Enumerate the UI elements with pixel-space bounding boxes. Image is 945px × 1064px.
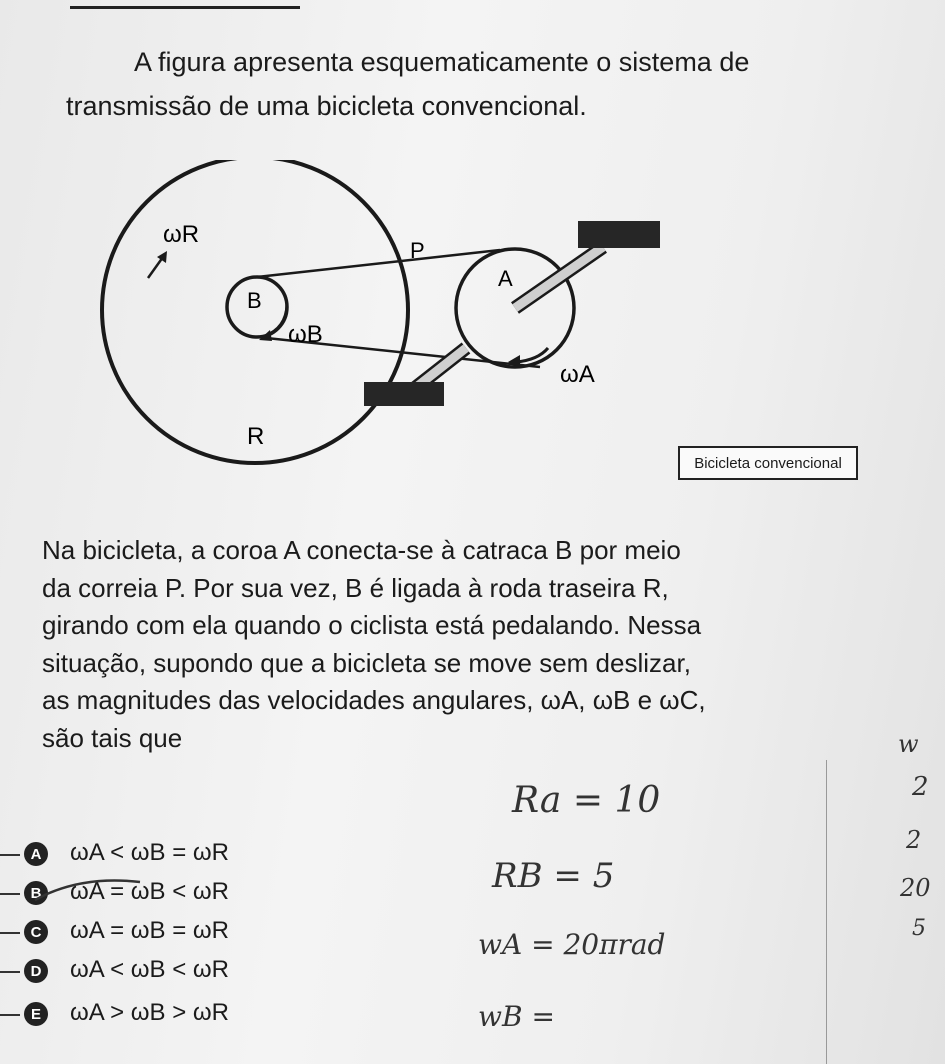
option-d-text: ωA < ωB < ωR xyxy=(70,956,229,983)
option-c-letter: C xyxy=(24,920,48,944)
handwriting-margin-w: w xyxy=(898,730,919,758)
option-d-dash xyxy=(0,971,20,973)
handwriting-margin-2b: 2 xyxy=(906,826,922,854)
question-line-6: são tais que xyxy=(42,722,183,753)
handwriting-rb: RB = 5 xyxy=(492,856,615,896)
question-line-2: da correia P. Por sua vez, B é ligada à roda traseira R, xyxy=(42,572,669,603)
label-b: B xyxy=(247,288,262,313)
label-omega-a: ωA xyxy=(560,361,595,388)
option-b-letter: B xyxy=(24,881,48,905)
option-e-dash xyxy=(0,1014,20,1016)
option-b-text: ωA = ωB < ωR xyxy=(70,878,229,905)
option-c-dash xyxy=(0,932,20,934)
option-a-dash xyxy=(0,854,20,856)
option-b-dash xyxy=(0,893,20,895)
handwriting-ra: Ra = 10 xyxy=(512,780,661,821)
label-omega-b: ωB xyxy=(288,321,323,348)
option-a-letter: A xyxy=(24,842,48,866)
omega-r-arrow xyxy=(148,257,163,278)
intro-line-1: A figura apresenta esquematicamente o sistema de xyxy=(134,47,750,77)
page-edge-line xyxy=(826,760,827,1064)
belt-p-upper xyxy=(257,250,500,277)
question-line-4: situação, supondo que a bicicleta se move sem deslizar, xyxy=(42,647,691,678)
omega-b-arrow xyxy=(265,305,287,336)
handwriting-wa: wA = 20πrad xyxy=(478,928,666,961)
handwritten-strike xyxy=(30,870,150,910)
option-e-text: ωA > ωB > ωR xyxy=(70,999,229,1026)
intro-paragraph xyxy=(66,40,916,128)
question-line-3: girando com ela quando o ciclista está pedalando. Nessa xyxy=(42,610,702,641)
label-r: R xyxy=(247,423,265,450)
question-line-1: Na bicicleta, a coroa A conecta-se à catraca B por meio xyxy=(42,535,681,565)
handwriting-margin-2a: 2 xyxy=(912,772,929,802)
crank-arm-upper-fill xyxy=(515,247,603,308)
handwriting-margin-20: 20 xyxy=(900,874,931,902)
option-d-letter: D xyxy=(24,959,48,983)
option-c-text: ωA = ωB = ωR xyxy=(70,917,229,944)
label-omega-r: ωR xyxy=(163,221,200,248)
top-rule xyxy=(70,6,300,9)
handwriting-wb: wB = xyxy=(478,1000,555,1033)
question-line-5: as magnitudes das velocidades angulares, ωA, ωB e ωC, xyxy=(42,685,706,716)
label-a: A xyxy=(498,266,513,291)
figure-caption: Bicicleta convencional xyxy=(678,446,858,480)
pedal-lower xyxy=(364,382,444,406)
label-p: P xyxy=(410,238,425,263)
option-a-text: ωA < ωB = ωR xyxy=(70,839,229,866)
intro-line-2: transmissão de uma bicicleta convencional. xyxy=(66,91,587,121)
handwriting-margin-5: 5 xyxy=(912,916,926,941)
option-e-letter: E xyxy=(24,1002,48,1026)
pedal-upper xyxy=(578,221,660,248)
question-paragraph xyxy=(42,532,912,758)
